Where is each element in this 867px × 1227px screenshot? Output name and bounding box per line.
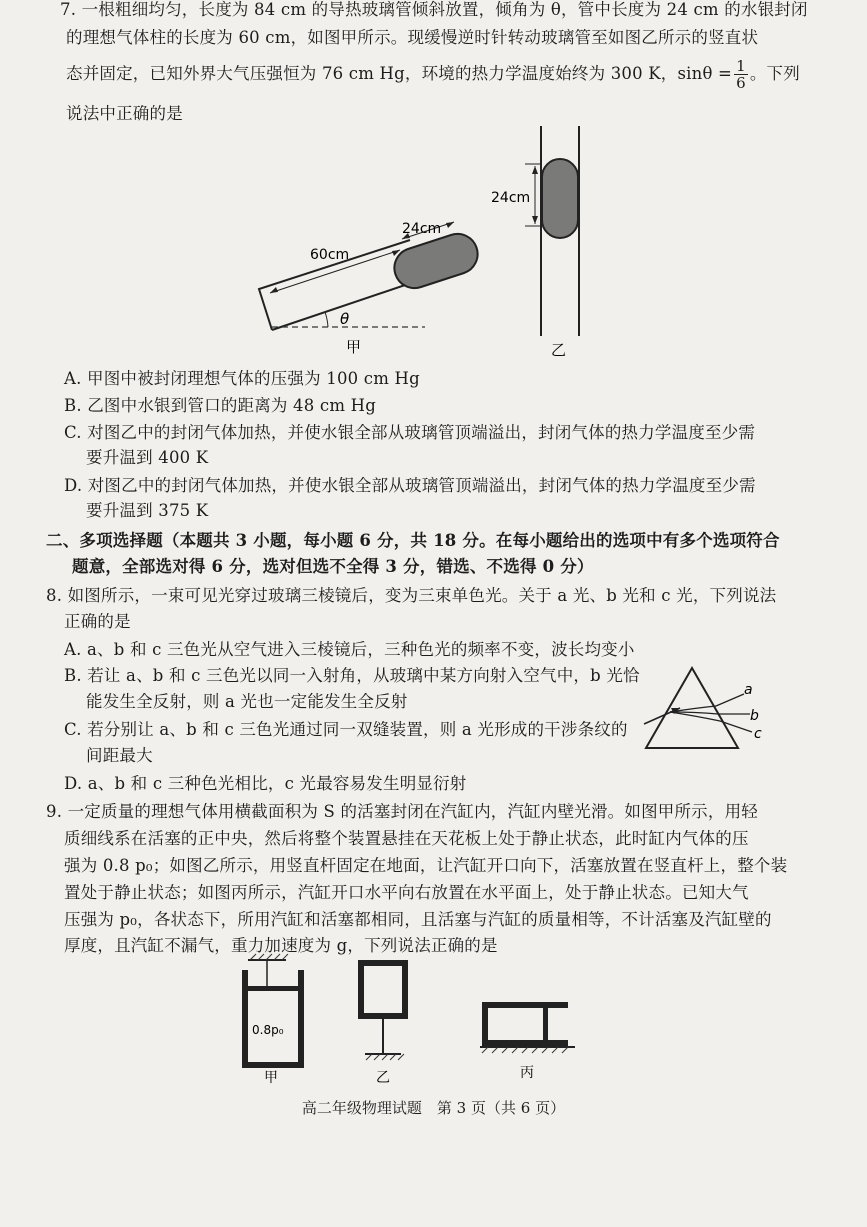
label-angle: θ xyxy=(340,310,350,328)
label-gas-length: 60cm xyxy=(310,247,350,263)
fraction xyxy=(734,58,748,91)
q8-line-1: 8. 如图所示，一束可见光穿过玻璃三棱镜后，变为三束单色光。关于 a 光、b 光和 c 光，下列说法 xyxy=(46,586,777,605)
figure-cylinders xyxy=(230,950,600,1085)
angle-arc xyxy=(325,312,328,327)
fraction-denominator: 6 xyxy=(736,74,746,92)
q9-line-1: 9. 一定质量的理想气体用横截面积为 S 的活塞封闭在汽缸内，汽缸内壁光滑。如图甲所示，用轻 xyxy=(46,802,758,821)
q9-line-2: 质细线系在活塞的正中央，然后将整个装置悬挂在天花板上处于静止状态，此时缸内气体的压 xyxy=(64,829,749,848)
arrow-head xyxy=(532,166,538,174)
caption-bing: 丙 xyxy=(520,1065,534,1081)
q9-line-4: 置处于静止状态；如图丙所示，汽缸开口水平向右放置在水平面上，处于静止状态。已知大气 xyxy=(64,883,749,902)
q7-option-b: B. 乙图中水银到管口的距离为 48 cm Hg xyxy=(64,396,376,415)
cylinder-wall-bing xyxy=(482,1002,568,1046)
q7-option-d-2: 要升温到 375 K xyxy=(86,501,209,520)
q7-line-3b: 。下列 xyxy=(749,64,800,83)
q7-line-4: 说法中正确的是 xyxy=(66,104,183,123)
cylinder-wall-bing-bottom xyxy=(488,1040,568,1046)
caption-jia: 甲 xyxy=(346,338,362,355)
label-mercury-length: 24cm xyxy=(491,190,531,206)
cylinder-wall-jia xyxy=(242,970,304,1068)
arrow-head xyxy=(270,287,278,293)
q7-option-c-2: 要升温到 400 K xyxy=(86,448,209,467)
q8-line-2: 正确的是 xyxy=(64,612,131,631)
cylinder-wall-yi xyxy=(358,960,408,1016)
figure-jia xyxy=(250,205,480,355)
section-2-line-2: 题意，全部选对得 6 分，选对但选不全得 3 分，错选、不选得 0 分） xyxy=(72,557,594,576)
label-b: b xyxy=(750,708,759,724)
q8-option-a: A. a、b 和 c 三色光从空气进入三棱镜后，三种色光的频率不变，波长均变小 xyxy=(64,640,635,659)
caption-jia: 甲 xyxy=(264,1070,278,1085)
piston-bing xyxy=(543,1008,548,1040)
mercury-column xyxy=(542,159,578,238)
label-mercury-length: 24cm xyxy=(402,221,442,237)
fraction-numerator: 1 xyxy=(736,57,746,75)
section-2-line-1: 二、多项选择题（本题共 3 小题，每小题 6 分，共 18 分。在每小题给出的选项中有多个选项符合 xyxy=(46,531,780,550)
q8-option-b-2: 能发生全反射，则 a 光也一定能发生全反射 xyxy=(86,692,408,711)
label-pressure: 0.8p₀ xyxy=(252,1023,284,1037)
prism xyxy=(646,668,738,748)
q7-line-3a: 态并固定，已知外界大气压强恒为 76 cm Hg，环境的热力学温度始终为 300 K，sinθ = xyxy=(66,64,733,83)
ray-a xyxy=(716,694,744,706)
piston-yi xyxy=(358,1013,408,1019)
caption-yi: 乙 xyxy=(551,341,567,359)
q8-option-c-1: C. 若分别让 a、b 和 c 三色光通过同一双缝装置，则 a 光形成的干涉条纹的 xyxy=(64,720,628,739)
q8-option-b-1: B. 若让 a、b 和 c 三色光以同一入射角，从玻璃中某方向射入空气中，b 光恰 xyxy=(64,666,640,685)
q9-line-6: 厚度，且汽缸不漏气，重力加速度为 g，下列说法正确的是 xyxy=(64,936,498,955)
q9-line-5: 压强为 p₀，各状态下，所用汽缸和活塞都相同，且活塞与汽缸的质量相等，不计活塞及汽缸壁的 xyxy=(64,910,772,929)
q7-line-1: 7. 一根粗细均匀，长度为 84 cm 的导热玻璃管倾斜放置，倾角为 θ，管中长度为 24 cm 的水银封闭 xyxy=(60,0,808,19)
q7-line-3 xyxy=(66,58,800,91)
figure-prism xyxy=(638,660,778,760)
q7-line-2: 的理想气体柱的长度为 60 cm，如图甲所示。现缓慢逆时针转动玻璃管至如图乙所示的竖直状 xyxy=(66,28,759,47)
figure-yi xyxy=(485,120,605,360)
caption-yi: 乙 xyxy=(376,1070,390,1085)
page-footer: 高二年级物理试题 第 3 页（共 6 页） xyxy=(301,1099,566,1117)
q7-option-a: A. 甲图中被封闭理想气体的压强为 100 cm Hg xyxy=(64,369,420,388)
arrow-head xyxy=(532,216,538,224)
q7-option-c-1: C. 对图乙中的封闭气体加热，并使水银全部从玻璃管顶端溢出，封闭气体的热力学温度至少需 xyxy=(64,423,756,442)
label-a: a xyxy=(744,682,753,698)
piston-jia xyxy=(248,986,298,991)
q8-option-c-2: 间距最大 xyxy=(86,746,153,765)
q9-line-3: 强为 0.8 p₀；如图乙所示，用竖直杆固定在地面，让汽缸开口向下，活塞放置在竖直杆上，整个装 xyxy=(64,856,788,875)
q7-option-d-1: D. 对图乙中的封闭气体加热，并使水银全部从玻璃管顶端溢出，封闭气体的热力学温度至少需 xyxy=(64,476,756,495)
q8-option-d: D. a、b 和 c 三种色光相比，c 光最容易发生明显衍射 xyxy=(64,774,467,793)
label-c: c xyxy=(754,726,762,742)
arrow-head xyxy=(446,222,454,228)
